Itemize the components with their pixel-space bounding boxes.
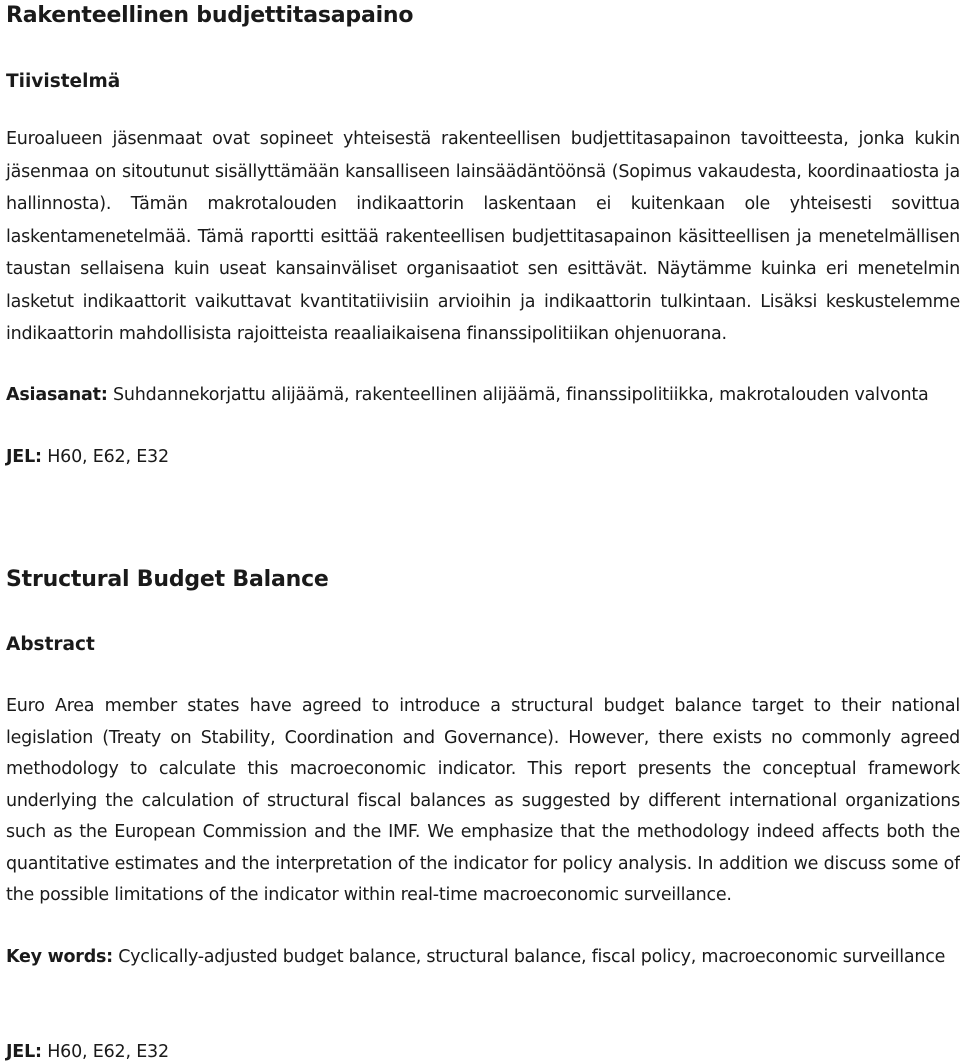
finnish-abstract-heading: Tiivistelmä xyxy=(6,71,121,92)
english-jel xyxy=(6,1040,169,1064)
finnish-keywords-label: Asiasanat: xyxy=(6,385,108,405)
english-keywords xyxy=(6,942,960,974)
finnish-keywords-text: Suhdannekorjattu alijäämä, rakenteellinen alijäämä, finanssipolitiikka, makrotalouden valvonta xyxy=(107,385,929,405)
finnish-jel-label: JEL: xyxy=(6,447,42,467)
english-jel-text: H60, E62, E32 xyxy=(41,1042,169,1062)
english-abstract-text: Euro Area member states have agreed to introduce a structural budget balance target to their national legislation (Treaty on Stability, Coordination and Governance). However, there exists no commonly agreed methodology to calculate this macroeconomic indicator. This report presents the conceptual framework underlying the calculation of structural fiscal balances as suggested by different international organizations such as the European Commission and the IMF. We emphasize that the methodology indeed affects both the quantitative estimates and the interpretation of the indicator for policy analysis. In addition we discuss some of the possible limitations of the indicator within real-time macroeconomic surveillance. xyxy=(6,696,960,905)
finnish-title: Rakenteellinen budjettitasapaino xyxy=(6,3,414,28)
english-title: Structural Budget Balance xyxy=(6,567,329,592)
finnish-jel xyxy=(6,445,169,469)
english-abstract-heading: Abstract xyxy=(6,634,95,655)
english-keywords-label: Key words: xyxy=(6,947,113,967)
finnish-abstract-text: Euroalueen jäsenmaat ovat sopineet yhteisestä rakenteellisen budjettitasapainon tavoitteesta, jonka kukin jäsenmaa on sitoutunut sisällyttämään kansalliseen lainsäädäntöönsä (Sopimus vakaudesta, koordinaatiosta ja hallinnosta). Tämän makrotalouden indikaattorin laskentaan ei kuitenkaan ole yhteisesti sovittua laskentamenetelmää. Tämä raportti esittää rakenteellisen budjettitasapainon käsitteellisen ja menetelmällisen taustan sellaisena kuin useat kansainväliset organisaatiot sen esittävät. Näytämme kuinka eri menetelmin lasketut indikaattorit vaikuttavat kvantitatiivisiin arvioihin ja indikaattorin tulkintaan. Lisäksi keskustelemme indikaattorin mahdollisista rajoitteista reaaliaikaisena finanssipolitiikan ohjenuorana. xyxy=(6,129,960,344)
english-jel-label: JEL: xyxy=(6,1042,42,1062)
english-keywords-text: Cyclically-adjusted budget balance, structural balance, fiscal policy, macroeconomic surveillance xyxy=(112,947,946,967)
finnish-keywords xyxy=(6,383,929,407)
finnish-jel-text: H60, E62, E32 xyxy=(41,447,169,467)
